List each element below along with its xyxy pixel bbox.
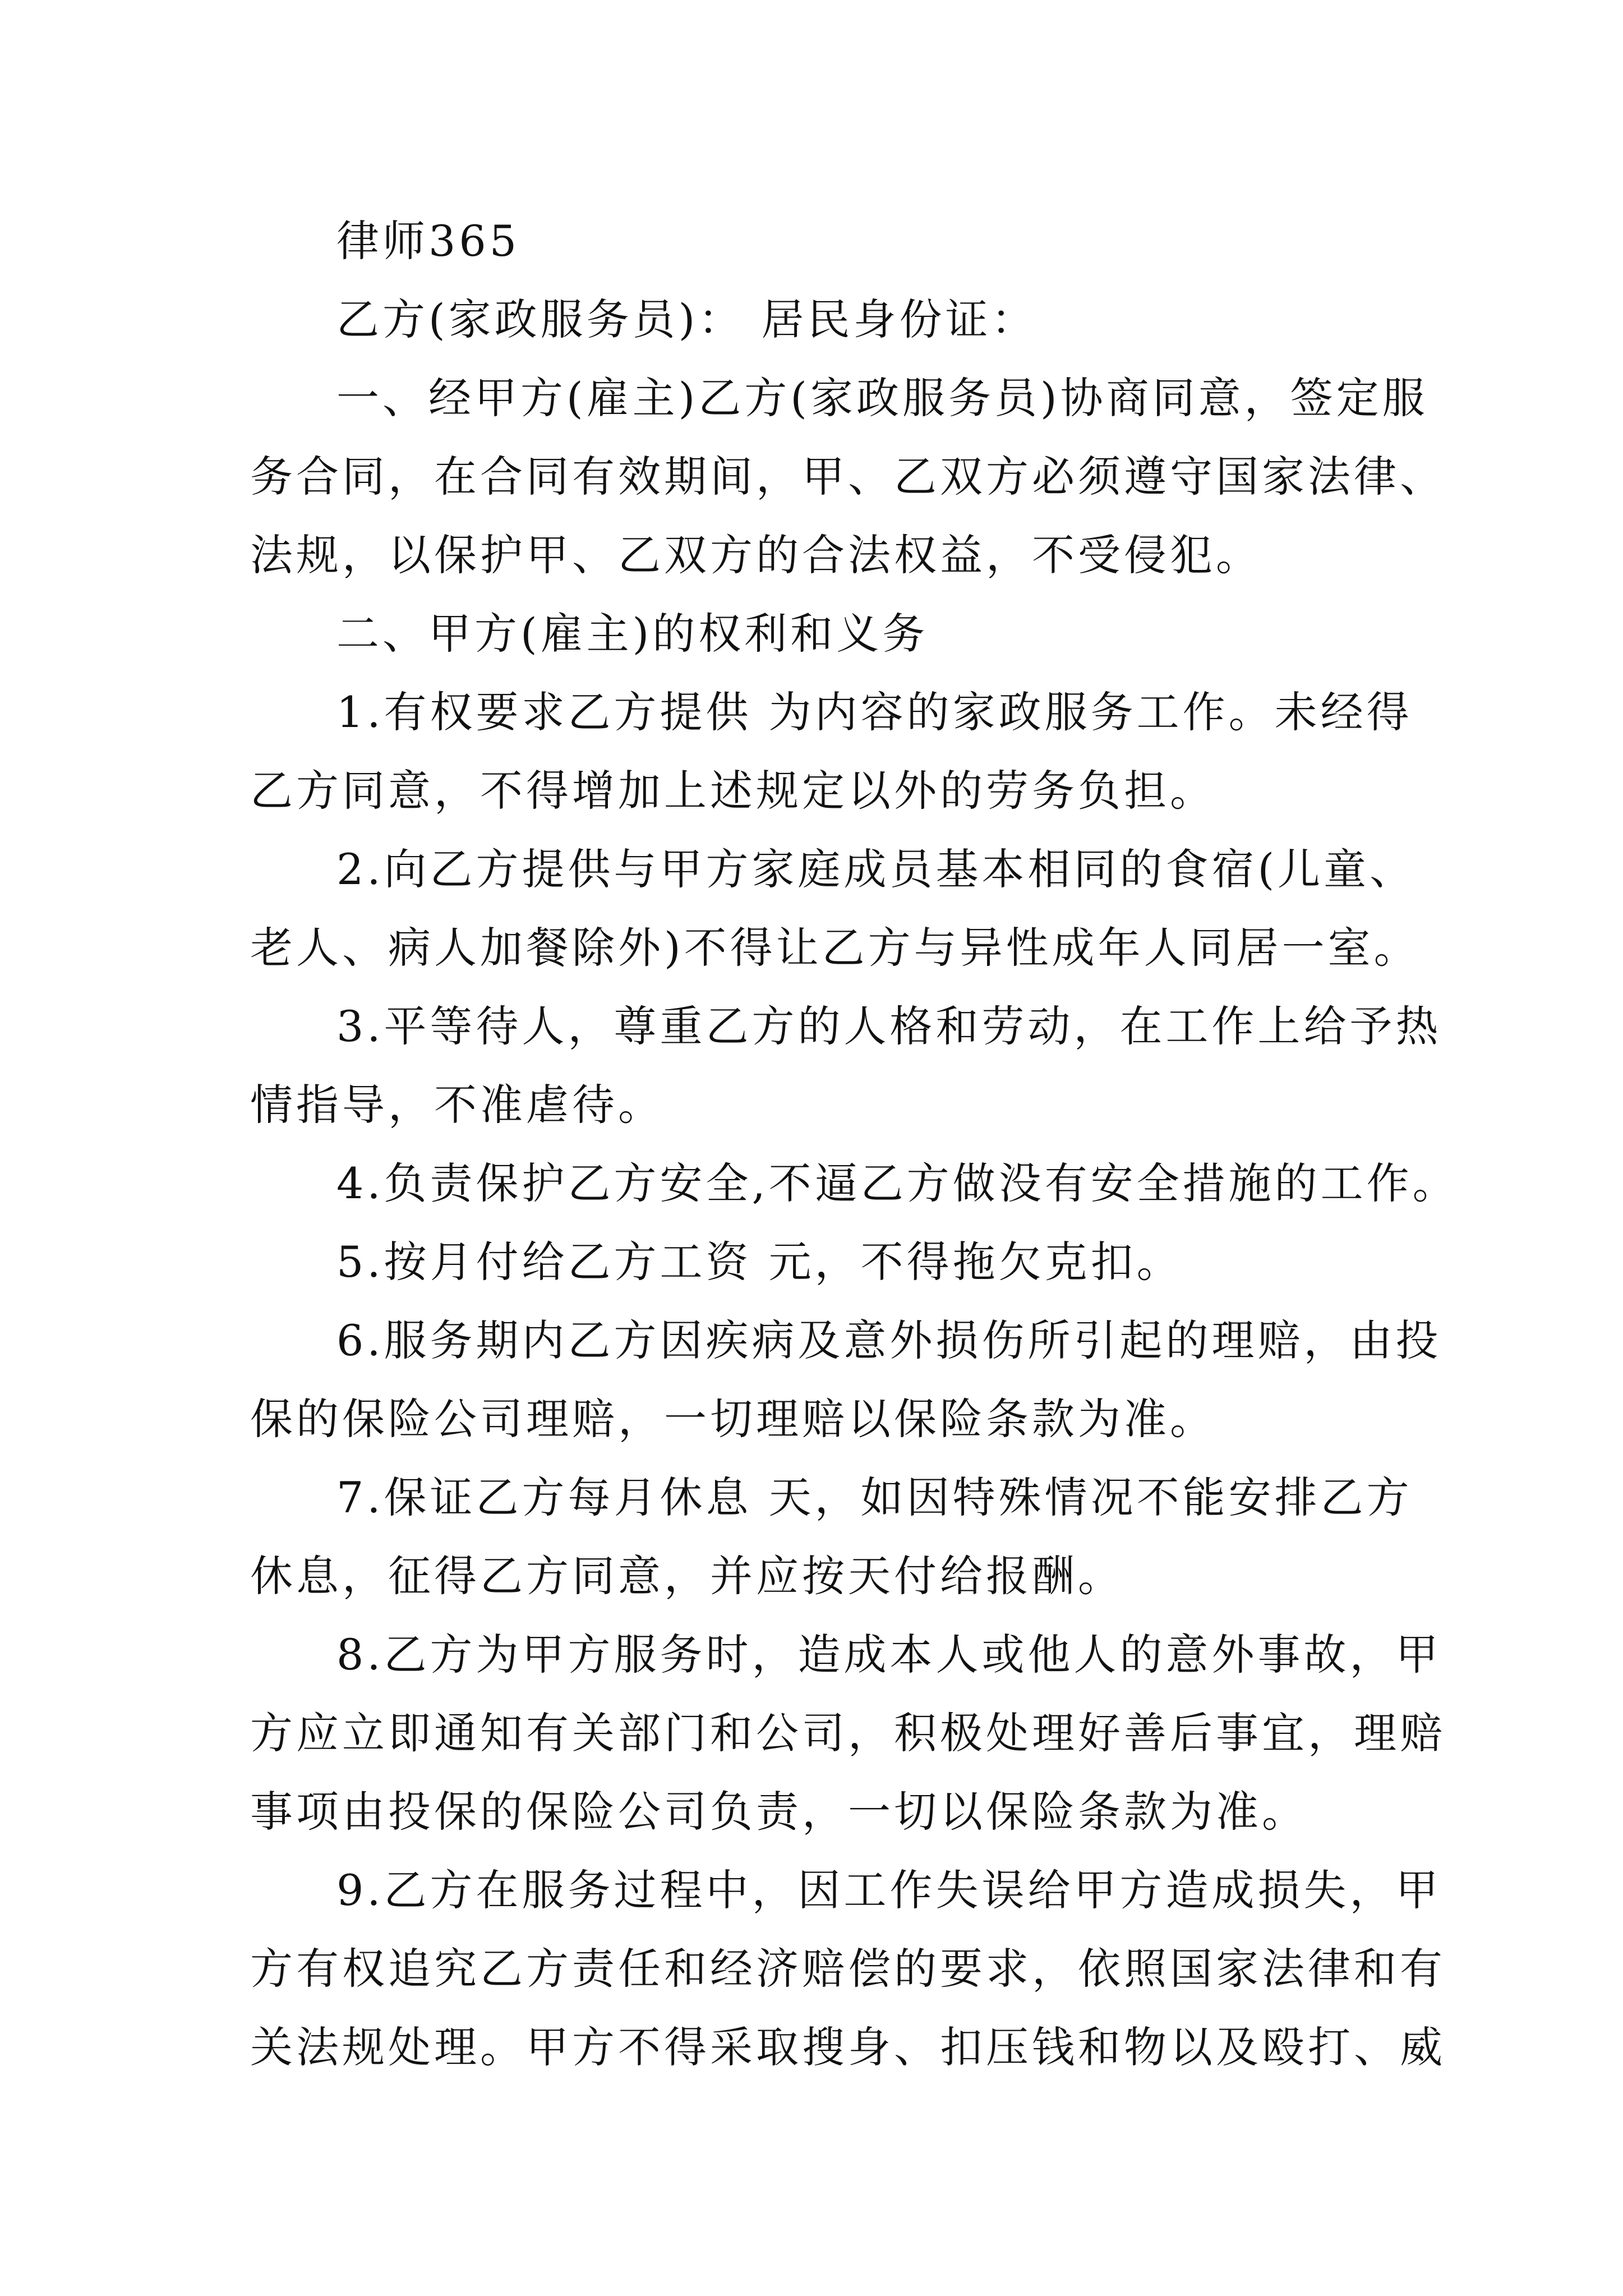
text-line: 方有权追究乙方责任和经济赔偿的要求，依照国家法律和有 <box>250 1944 1446 1994</box>
text-line: 一、经甲方(雇主)乙方(家政服务员)协商同意，签定服 <box>336 373 1428 423</box>
text-line: 法规，以保护甲、乙双方的合法权益，不受侵犯。 <box>250 530 1262 580</box>
text-line: 7.保证乙方每月休息 天，如因特殊情况不能安排乙方 <box>336 1473 1413 1522</box>
text-line: 8.乙方为甲方服务时，造成本人或他人的意外事故，甲 <box>336 1630 1442 1680</box>
text-line: 情指导，不准虐待。 <box>250 1080 664 1130</box>
text-line: 9.乙方在服务过程中，因工作失误给甲方造成损失，甲 <box>336 1865 1442 1915</box>
text-line: 务合同，在合同有效期间，甲、乙双方必须遵守国家法律、 <box>250 452 1446 501</box>
text-line: 方应立即通知有关部门和公司，积极处理好善后事宜，理赔 <box>250 1708 1446 1758</box>
text-line: 事项由投保的保险公司负责，一切以保险条款为准。 <box>250 1787 1308 1837</box>
text-line: 老人、病人加餐除外)不得让乙方与异性成年人同居一室。 <box>250 923 1420 973</box>
text-line: 乙方(家政服务员)： 居民身份证： <box>336 295 1038 344</box>
text-line: 1.有权要求乙方提供 为内容的家政服务工作。未经得 <box>336 687 1413 737</box>
text-line: 保的保险公司理赔，一切理赔以保险条款为准。 <box>250 1394 1216 1444</box>
text-line: 4.负责保护乙方安全,不逼乙方做没有安全措施的工作。 <box>336 1158 1459 1208</box>
text-line: 休息，征得乙方同意，并应按天付给报酬。 <box>250 1551 1124 1601</box>
text-line: 3.平等待人，尊重乙方的人格和劳动，在工作上给予热 <box>336 1001 1442 1051</box>
text-line: 关法规处理。甲方不得采取搜身、扣压钱和物以及殴打、威 <box>250 2022 1446 2072</box>
text-line: 5.按月付给乙方工资 元，不得拖欠克扣。 <box>336 1237 1183 1287</box>
text-line: 二、甲方(雇主)的权利和义务 <box>336 609 929 659</box>
text-line: 乙方同意，不得增加上述规定以外的劳务负担。 <box>250 766 1216 816</box>
text-line: 6.服务期内乙方因疾病及意外损伤所引起的理赔，由投 <box>336 1315 1442 1365</box>
text-line: 2.向乙方提供与甲方家庭成员基本相同的食宿(儿童、 <box>336 844 1416 894</box>
text-line: 律师365 <box>336 216 520 266</box>
